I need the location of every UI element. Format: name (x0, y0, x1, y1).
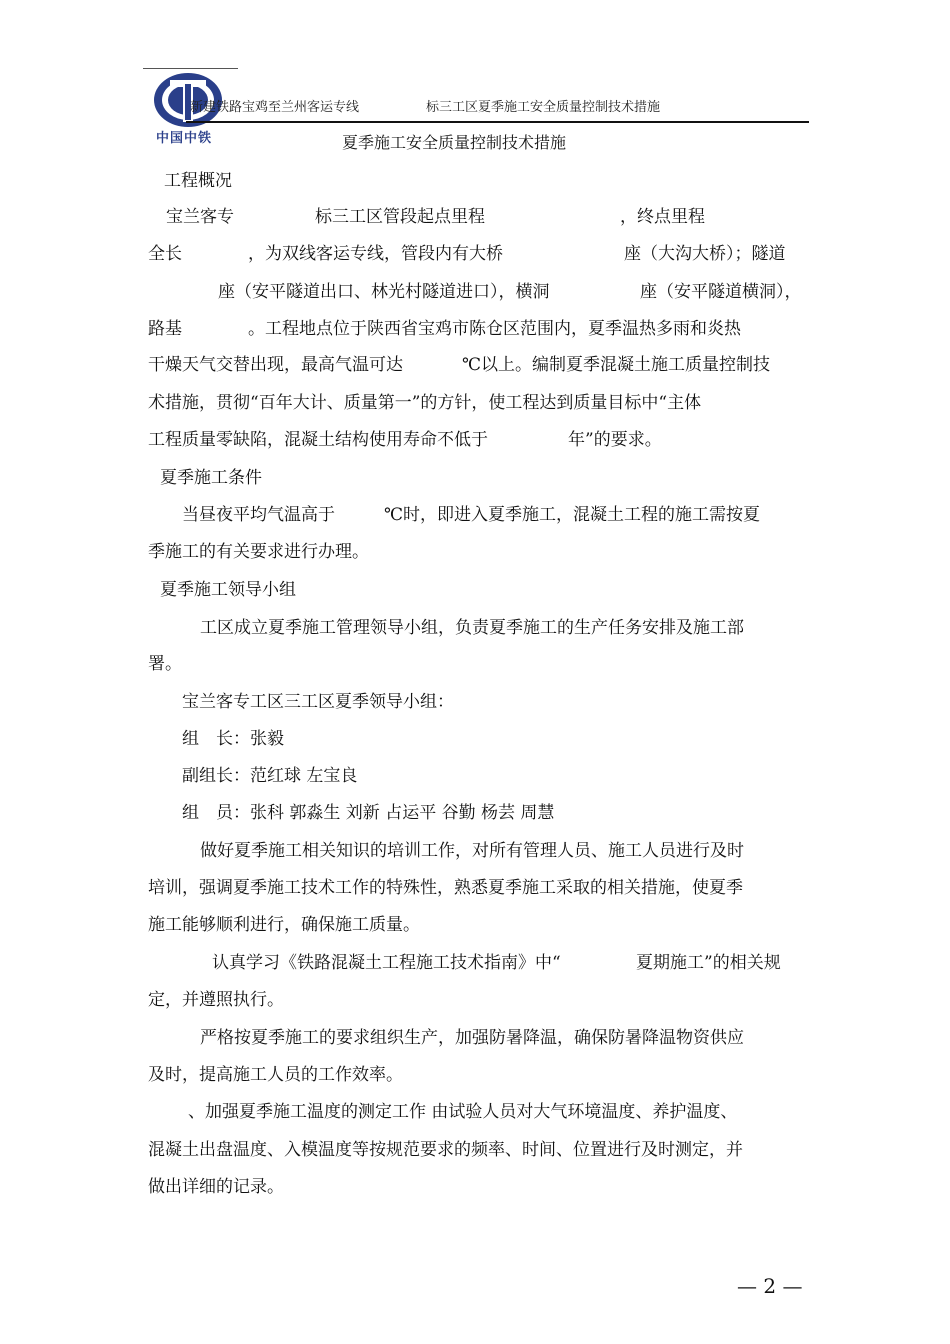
body-text-line: 署。 (148, 654, 182, 674)
body-text-line: ，终点里程 (620, 207, 705, 227)
body-text-line: 做好夏季施工相关知识的培训工作，对所有管理人员、施工人员进行及时 (200, 841, 744, 861)
page-number: — 2 — (737, 1274, 803, 1298)
body-text-line: 严格按夏季施工的要求组织生产，加强防暑降温，确保防暑降温物资供应 (200, 1028, 744, 1048)
body-text-line: 施工能够顺利进行，确保施工质量。 (148, 915, 420, 935)
body-text-line: 座（安平隧道横洞）， (640, 282, 802, 302)
body-text-line: 工程概况 (164, 171, 232, 191)
body-text-line: 夏期施工”的相关规 (636, 953, 781, 973)
logo-text: 中国中铁 (156, 131, 213, 146)
body-text-line: 标三工区管段起点里程 (315, 207, 485, 227)
body-text-line: 做出详细的记录。 (148, 1177, 284, 1197)
body-text-line: 培训，强调夏季施工技术工作的特殊性，熟悉夏季施工采取的相关措施，使夏季 (148, 878, 743, 898)
body-text-line: 定，并遵照执行。 (148, 990, 284, 1010)
header-rule (186, 121, 809, 123)
body-text-line: 及时，提高施工人员的工作效率。 (148, 1065, 403, 1085)
body-text-line: 宝兰客专工区三工区夏季领导小组： (182, 692, 454, 712)
body-text-line: 工区成立夏季施工管理领导小组，负责夏季施工的生产任务安排及施工部 (200, 618, 744, 638)
body-text-line: ℃以上。编制夏季混凝土施工质量控制技 (462, 355, 771, 375)
body-text-line: 干燥天气交替出现，最高气温可达 (148, 355, 403, 375)
body-text-line: 副组长：范红球 左宝良 (182, 766, 358, 786)
document-title: 夏季施工安全质量控制技术措施 (342, 133, 567, 152)
header-project: 新建铁路宝鸡至兰州客运专线 (190, 100, 360, 115)
body-text-line: 组 长：张毅 (182, 729, 284, 749)
body-text-line: 座（安平隧道出口、林光村隧道进口），横洞 (218, 282, 550, 302)
body-text-line: ℃时，即进入夏季施工，混凝土工程的施工需按夏 (384, 505, 761, 525)
body-text-line: 全长 (148, 244, 182, 264)
body-text-line: 混凝土出盘温度、入模温度等按规范要求的频率、时间、位置进行及时测定，并 (148, 1140, 743, 1160)
body-text-line: 认真学习《铁路混凝土工程施工技术指南》中“ (212, 953, 561, 973)
body-text-line: 季施工的有关要求进行办理。 (148, 542, 369, 562)
body-text-line: 组 员：张科 郭淼生 刘新 占运平 谷勤 杨芸 周慧 (182, 803, 555, 823)
body-text-line: 术措施，贯彻“百年大计、质量第一”的方针，使工程达到质量目标中“主体 (148, 393, 702, 413)
header-top-rule (143, 68, 238, 69)
body-text-line: ，为双线客运专线，管段内有大桥 (248, 244, 503, 264)
body-text-line: 。工程地点位于陕西省宝鸡市陈仓区范围内，夏季温热多雨和炎热 (248, 319, 741, 339)
header-section: 标三工区夏季施工安全质量控制技术措施 (426, 100, 661, 115)
body-text-line: 当昼夜平均气温高于 (182, 505, 335, 525)
body-text-line: 宝兰客专 (166, 207, 234, 227)
body-text-line: 年”的要求。 (568, 430, 662, 450)
body-text-line: 、加强夏季施工温度的测定工作 由试验人员对大气环境温度、养护温度、 (188, 1102, 738, 1122)
body-text-line: 夏季施工条件 (160, 468, 262, 488)
body-text-line: 路基 (148, 319, 182, 339)
body-text-line: 夏季施工领导小组 (160, 580, 296, 600)
body-text-line: 座（大沟大桥）；隧道 (624, 244, 786, 264)
body-text-line: 工程质量零缺陷，混凝土结构使用寿命不低于 (148, 430, 488, 450)
